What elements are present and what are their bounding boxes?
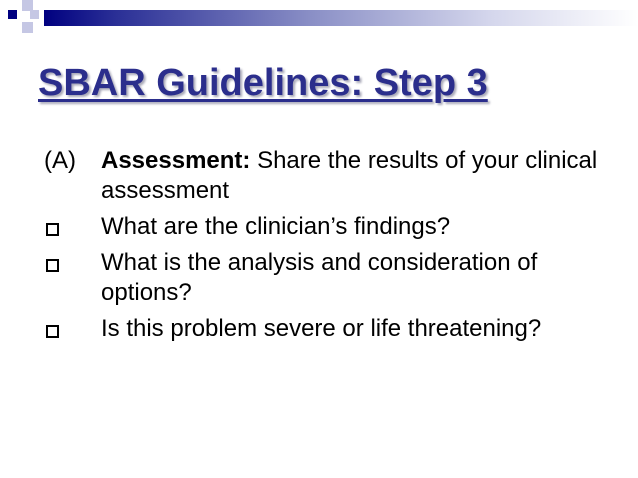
assessment-text: Share the results of your clinical assessment	[101, 147, 598, 204]
bullet-text: What is the analysis and consideration of options?	[101, 249, 538, 306]
assessment-term: Assessment:	[101, 147, 251, 174]
accent-square	[8, 10, 17, 19]
slide-title: SBAR Guidelines: Step 3	[38, 62, 488, 104]
checkbox-icon	[44, 314, 101, 344]
slide-content	[44, 146, 604, 350]
assessment-marker: (A)	[44, 147, 76, 174]
accent-square	[30, 10, 39, 19]
list-item	[44, 212, 604, 242]
assessment-item	[44, 146, 604, 206]
checkbox-icon	[44, 212, 101, 242]
assessment-text-block	[101, 146, 604, 206]
bullet-text: Is this problem severe or life threatening?	[101, 315, 542, 342]
header-decoration	[0, 0, 638, 40]
list-item	[44, 314, 604, 344]
checkbox-icon	[44, 248, 101, 278]
bullet-text: What are the clinician’s findings?	[101, 213, 451, 240]
header-gradient-bar	[44, 10, 638, 26]
accent-square	[22, 22, 33, 33]
list-item	[44, 248, 604, 308]
